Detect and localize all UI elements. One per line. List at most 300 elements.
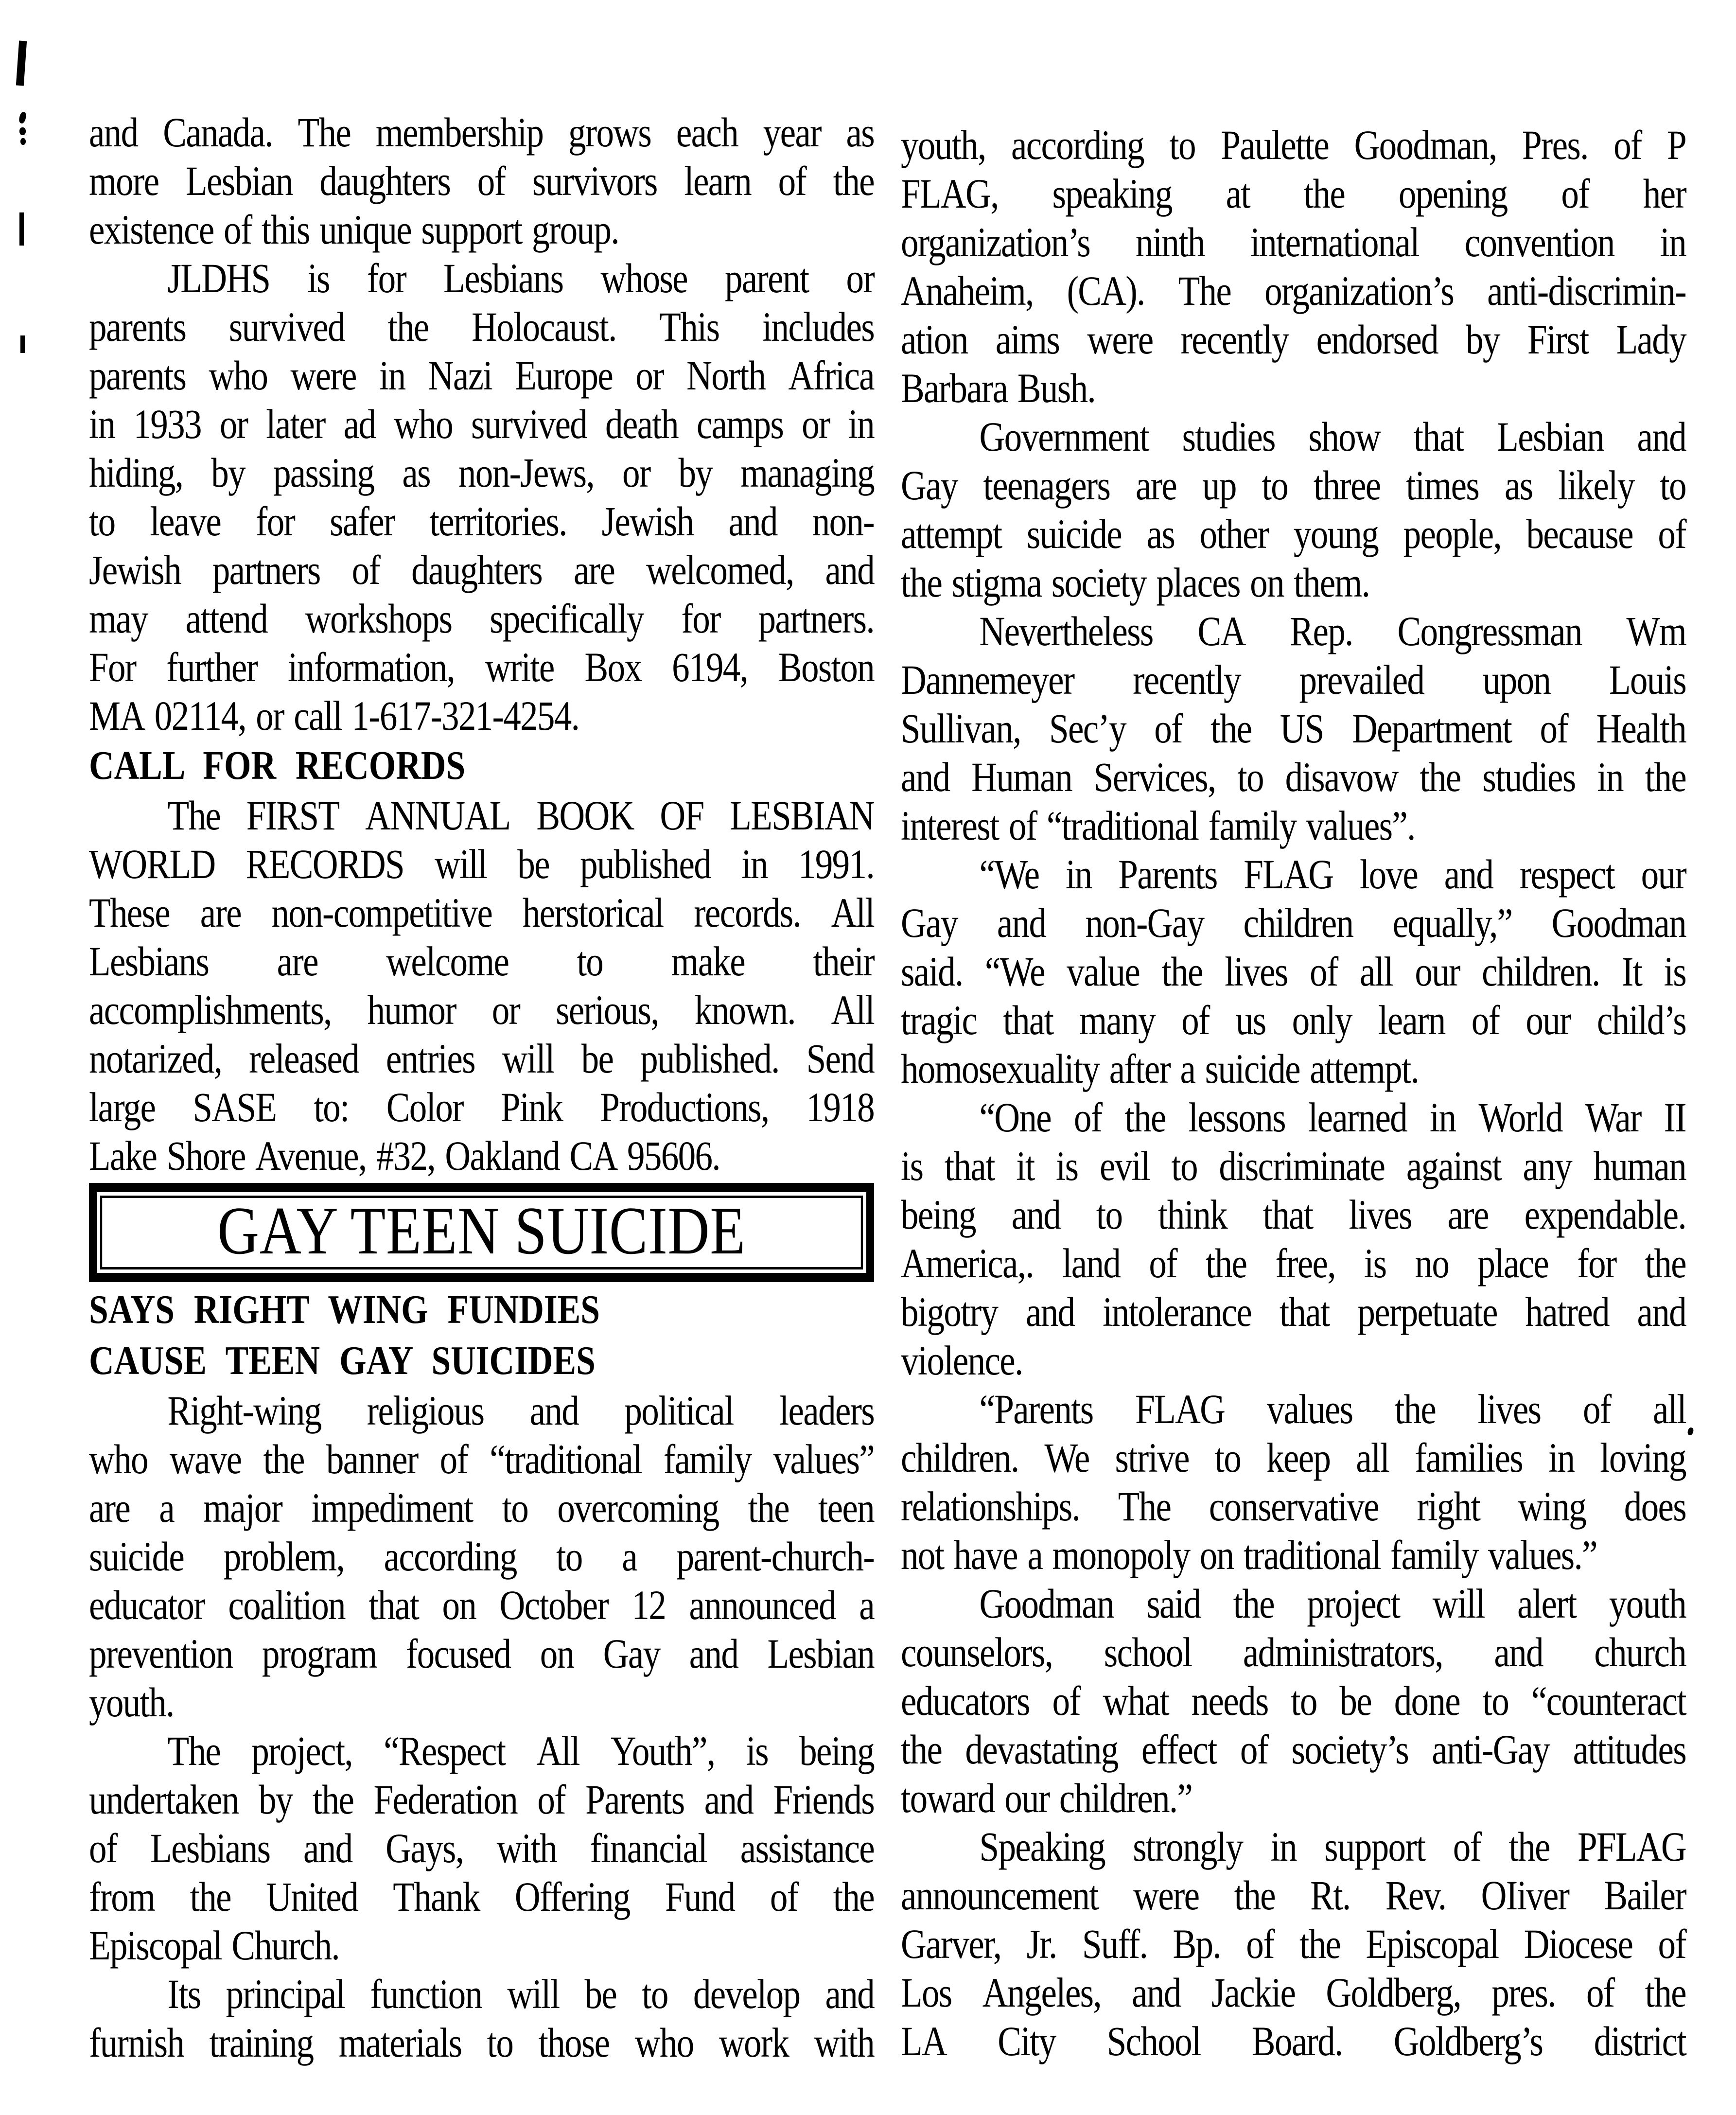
word: daughters (319, 158, 451, 204)
word: “We (979, 851, 1039, 898)
word: Pink (500, 1084, 563, 1130)
word: of (1471, 997, 1500, 1043)
word: to (89, 498, 115, 545)
text-line (89, 157, 874, 205)
word: may (89, 595, 148, 642)
text-line (901, 850, 1686, 899)
word: published. (640, 1035, 779, 1082)
word: in (1548, 1434, 1575, 1481)
text-line (901, 1920, 1686, 1968)
word: studies (1482, 754, 1576, 800)
word: announcement (901, 1872, 1098, 1919)
text-line (901, 801, 1686, 850)
word: it (1016, 1143, 1035, 1189)
word: 1-617-321-4254. (351, 692, 579, 739)
text-line (89, 1435, 874, 1483)
word: of (1073, 1094, 1102, 1141)
word: Goldberg, (1326, 1969, 1461, 2016)
word: Send (806, 1035, 874, 1082)
word: for (1577, 1240, 1616, 1287)
word: that (944, 1143, 995, 1189)
word: our (1526, 997, 1571, 1043)
word: of (770, 1873, 798, 1920)
word: death (605, 401, 678, 447)
boxed-heading (89, 1183, 874, 1282)
word: all (1359, 948, 1393, 995)
word: are (1136, 462, 1177, 509)
word: of (1181, 997, 1210, 1043)
word: membership (375, 109, 544, 156)
paragraph (901, 121, 1686, 412)
word: Louis (1609, 656, 1686, 703)
word: the (1210, 705, 1252, 752)
word: lives (1225, 948, 1288, 995)
word: as (1146, 511, 1175, 557)
text-line (89, 594, 874, 643)
word: suicide (89, 1533, 184, 1580)
word: and (1494, 1629, 1543, 1675)
word: that (1263, 1191, 1313, 1238)
word: human (1593, 1143, 1686, 1189)
text-line (89, 643, 874, 691)
word: after (1109, 1045, 1171, 1092)
word: alert (1517, 1580, 1577, 1627)
word: wave (169, 1436, 242, 1482)
paragraph (89, 254, 874, 740)
word: existence (89, 206, 214, 253)
text-line (901, 1774, 1686, 1822)
word: the (901, 1726, 942, 1773)
text-line (89, 1581, 874, 1629)
word: “Parents (979, 1386, 1093, 1432)
word: to (502, 1484, 528, 1531)
word: JLDHS (167, 255, 270, 301)
word: attitudes (1573, 1726, 1686, 1773)
word: LA (901, 2018, 947, 2064)
word: ad (343, 401, 376, 447)
text-line (89, 1629, 874, 1678)
word: that (1413, 413, 1464, 460)
word: herstorical (522, 889, 664, 936)
word: will (507, 1971, 560, 2017)
word: values.” (1488, 1532, 1597, 1578)
word: teenagers (983, 462, 1110, 509)
word: and (303, 1825, 352, 1871)
word: Angeles, (982, 1969, 1101, 2016)
word: LESBIAN (730, 792, 874, 839)
text-line (901, 1628, 1686, 1676)
word: workshops (305, 595, 452, 642)
word: leaders (779, 1387, 874, 1434)
word: who (89, 1436, 148, 1482)
word: Bailer (1604, 1872, 1686, 1919)
word: War (1585, 1094, 1641, 1141)
word: write (485, 644, 554, 690)
text-line (89, 400, 874, 448)
word: Fund (665, 1873, 735, 1920)
word: in (1066, 851, 1092, 898)
word: Congressman (1397, 608, 1582, 654)
word: Goodman (979, 1580, 1114, 1627)
word: “One (979, 1094, 1051, 1141)
word: a (622, 1533, 637, 1580)
text-line (901, 461, 1686, 510)
word: program (262, 1630, 377, 1677)
word: Sec’y (1049, 705, 1126, 752)
word: the (901, 559, 942, 606)
paragraph (89, 791, 874, 1180)
word: ation (901, 316, 968, 363)
text-line (901, 1433, 1686, 1482)
word: pres. (1491, 1969, 1556, 2016)
word: loving (1600, 1434, 1686, 1481)
text-line (901, 510, 1686, 558)
word: of (1052, 1677, 1080, 1724)
scan-artifact (20, 138, 26, 145)
word: hatred (1525, 1288, 1609, 1335)
word: relationships. (901, 1483, 1080, 1530)
word: to (1237, 754, 1263, 800)
word: and (1637, 1288, 1686, 1335)
word: only (1292, 997, 1352, 1043)
word: children. (1482, 948, 1600, 995)
text-line (89, 1775, 874, 1824)
word: the (1508, 1823, 1550, 1870)
text-line (89, 448, 874, 497)
text-line (89, 888, 874, 937)
word: Color (386, 1084, 463, 1130)
text-line (89, 691, 874, 740)
word: (CA). (1067, 267, 1145, 314)
word: on (1199, 1532, 1234, 1578)
word: Holocaust. (472, 303, 616, 350)
word: us (1235, 997, 1266, 1043)
word: North (686, 352, 766, 399)
word: of (1453, 1823, 1481, 1870)
word: are (89, 1484, 130, 1531)
word: specifically (490, 595, 644, 642)
word: said. (901, 948, 963, 995)
text-line (901, 1239, 1686, 1287)
word: of (778, 158, 807, 204)
word: conservative (1209, 1483, 1379, 1530)
word: survivors (532, 158, 657, 204)
word: non- (812, 498, 874, 545)
text-line (901, 704, 1686, 753)
section-heading: CALL FOR RECORDS (89, 743, 466, 788)
word: is (1664, 948, 1686, 995)
word: respect (1519, 851, 1614, 898)
word: the (1124, 1094, 1166, 1141)
word: and (1444, 851, 1493, 898)
word: Department (1352, 705, 1512, 752)
word: of (1613, 122, 1642, 168)
word: to (577, 938, 603, 985)
word: Rev. (1385, 1872, 1446, 1919)
word: welcomed, (646, 546, 794, 593)
word: welcome (386, 938, 509, 985)
text-line (901, 412, 1686, 461)
word: “counteract (1531, 1677, 1686, 1724)
word: love (1360, 851, 1418, 898)
word: to (1214, 1434, 1241, 1481)
word: the (313, 1776, 354, 1823)
text-line (89, 1483, 874, 1532)
word: be (581, 1035, 614, 1082)
word: known. (694, 987, 795, 1033)
word: published (580, 841, 711, 887)
word: because (1526, 511, 1633, 557)
word: Nevertheless (979, 608, 1153, 654)
word: Africa (788, 352, 874, 399)
word: parent-church- (676, 1533, 874, 1580)
word: assistance (740, 1825, 874, 1871)
word: make (671, 938, 745, 985)
word: entries (386, 1035, 475, 1082)
text-line (901, 121, 1686, 169)
paragraph (89, 1727, 874, 1970)
word: stigma (951, 559, 1042, 606)
word: Health (1596, 705, 1686, 752)
text-line (901, 1482, 1686, 1531)
word: to (556, 1533, 582, 1580)
text-line (89, 986, 874, 1034)
word: work (719, 2019, 789, 2066)
word: Bush. (1017, 365, 1095, 411)
word: recently (1180, 316, 1289, 363)
word: lives (1477, 1386, 1541, 1432)
word: all (1356, 1434, 1389, 1481)
word: keep (1266, 1434, 1331, 1481)
word: ANNUAL (365, 792, 510, 839)
word: of (1658, 511, 1686, 557)
word: values (1266, 1386, 1353, 1432)
word: wing (1518, 1483, 1586, 1530)
word: Rt. (1310, 1872, 1350, 1919)
text-line (901, 1093, 1686, 1142)
word: according (384, 1533, 517, 1580)
word: that (1279, 1288, 1330, 1335)
word: the (263, 1436, 304, 1482)
word: City (998, 2018, 1056, 2064)
word: youth (1609, 1580, 1686, 1627)
word: Its (167, 1971, 201, 2017)
word: of (1154, 705, 1182, 752)
word: or (635, 352, 664, 399)
text-line (89, 1921, 874, 1970)
word: Wm (1626, 608, 1686, 654)
word: times (1406, 462, 1479, 509)
word: of (1008, 802, 1037, 849)
word: with (814, 2019, 874, 2066)
paragraph (89, 1386, 874, 1727)
word: of (439, 1436, 468, 1482)
text-line (89, 254, 874, 302)
word: those (538, 2019, 610, 2066)
word: further (166, 644, 258, 690)
word: survived (471, 401, 587, 447)
word: the (1420, 754, 1461, 800)
word: Episcopal (1366, 1921, 1499, 1967)
scan-artifact (1687, 1427, 1694, 1436)
word: from (89, 1873, 155, 1920)
word: Diocese (1524, 1921, 1633, 1967)
word: project, (251, 1727, 352, 1774)
word: of (1586, 1969, 1614, 2016)
word: Parents (585, 1776, 684, 1823)
word: hiding, (89, 449, 183, 496)
word: organization’s (901, 219, 1090, 265)
word: will (502, 1035, 554, 1082)
word: being (901, 1191, 976, 1238)
word: P (1667, 122, 1686, 168)
word: by (1466, 316, 1500, 363)
word: The (298, 109, 351, 156)
word: and (1011, 1191, 1061, 1238)
word: WORLD (89, 841, 215, 887)
text-line (901, 364, 1686, 412)
paragraph (901, 1579, 1686, 1822)
word: The (1118, 1483, 1171, 1530)
word: major (203, 1484, 282, 1531)
word: values” (773, 1436, 874, 1482)
word: on (540, 1630, 574, 1677)
word: said (1146, 1580, 1201, 1627)
word: Jackie (1211, 1969, 1296, 2016)
word: children (1243, 899, 1353, 946)
word: Lake (89, 1132, 157, 1179)
word: opening (1398, 170, 1508, 217)
word: accomplishments, (89, 987, 332, 1033)
text-line (89, 1872, 874, 1921)
word: “traditional (1046, 802, 1199, 849)
word: and (728, 498, 777, 545)
word: evil (1099, 1143, 1150, 1189)
text-line (901, 1190, 1686, 1239)
word: political (624, 1387, 734, 1434)
word: Lesbians (89, 938, 209, 985)
text-line (89, 205, 874, 254)
word: for (681, 595, 720, 642)
word: group. (532, 206, 619, 253)
word: Lesbian (1497, 413, 1604, 460)
word: on (1250, 559, 1284, 606)
paragraph (901, 607, 1686, 850)
word: teen (818, 1484, 874, 1531)
word: to (1482, 1677, 1509, 1724)
word: and (704, 1776, 754, 1823)
word: FLAG (1135, 1386, 1225, 1432)
word: This (659, 303, 719, 350)
word: principal (226, 1971, 345, 2017)
word: or (256, 692, 284, 739)
paragraph (901, 1093, 1686, 1385)
word: aims (995, 316, 1060, 363)
word: Suff. (1082, 1921, 1148, 1967)
word: many (1079, 997, 1156, 1043)
paragraph (89, 1970, 874, 2067)
scan-artifact (19, 127, 26, 135)
word: FIRST (246, 792, 339, 839)
word: in (1270, 1823, 1297, 1870)
word: Lesbian (186, 158, 293, 204)
scan-artifact (19, 212, 24, 246)
word: Jr. (1026, 1921, 1057, 1967)
word: three (1313, 462, 1381, 509)
word: to (1660, 462, 1686, 509)
word: information, (288, 644, 455, 690)
word: speaking (1052, 170, 1172, 217)
text-line (89, 1034, 874, 1083)
text-line (901, 1385, 1686, 1433)
word: II (1664, 1094, 1686, 1141)
word: 95606. (627, 1132, 720, 1179)
word: learn (684, 158, 751, 204)
text-line (901, 1579, 1686, 1628)
word: the (1206, 1240, 1247, 1287)
word: PFLAG (1577, 1823, 1686, 1870)
word: society (1051, 559, 1146, 606)
word: Anaheim, (901, 267, 1034, 314)
word: All (831, 889, 874, 936)
word: These (89, 889, 170, 936)
word: tragic (901, 997, 977, 1043)
word: Sullivan, (901, 705, 1021, 752)
word: All (831, 987, 874, 1033)
word: values”. (1306, 802, 1415, 849)
word: and (825, 1971, 874, 2017)
word: who (634, 2019, 694, 2066)
word: educator (89, 1582, 205, 1628)
word: later (266, 401, 325, 447)
word: year (763, 109, 821, 156)
word: Parents (1118, 851, 1217, 898)
text-line (901, 1336, 1686, 1385)
word: no (1415, 1240, 1449, 1287)
word: of (1240, 1726, 1268, 1773)
word: It (1621, 948, 1642, 995)
word: school (1104, 1629, 1192, 1675)
word: lives (1349, 1191, 1412, 1238)
boxed-heading-inner-rule (100, 1193, 863, 1269)
word: Offering (514, 1873, 630, 1920)
word: Gay (901, 462, 958, 509)
word: anti-Gay (1432, 1726, 1550, 1773)
word: family (663, 1436, 752, 1482)
word: support (1324, 1823, 1425, 1870)
word: recently (1133, 656, 1241, 703)
word: our (1415, 948, 1460, 995)
text-line (901, 315, 1686, 364)
text-line (89, 2018, 874, 2067)
word: BOOK (536, 792, 634, 839)
text-line (89, 108, 874, 157)
word: a (1180, 1045, 1195, 1092)
word: or (491, 987, 520, 1033)
text-line (89, 1131, 874, 1180)
paragraph (901, 412, 1686, 607)
word: America,. (901, 1240, 1034, 1287)
word: grows (568, 109, 651, 156)
word: in (741, 841, 768, 887)
word: of (1310, 948, 1338, 995)
word: or (622, 449, 650, 496)
word: for (367, 255, 406, 301)
word: each (676, 109, 738, 156)
word: strongly (1133, 1823, 1243, 1870)
word: is (901, 1143, 923, 1189)
text-line (89, 840, 874, 888)
